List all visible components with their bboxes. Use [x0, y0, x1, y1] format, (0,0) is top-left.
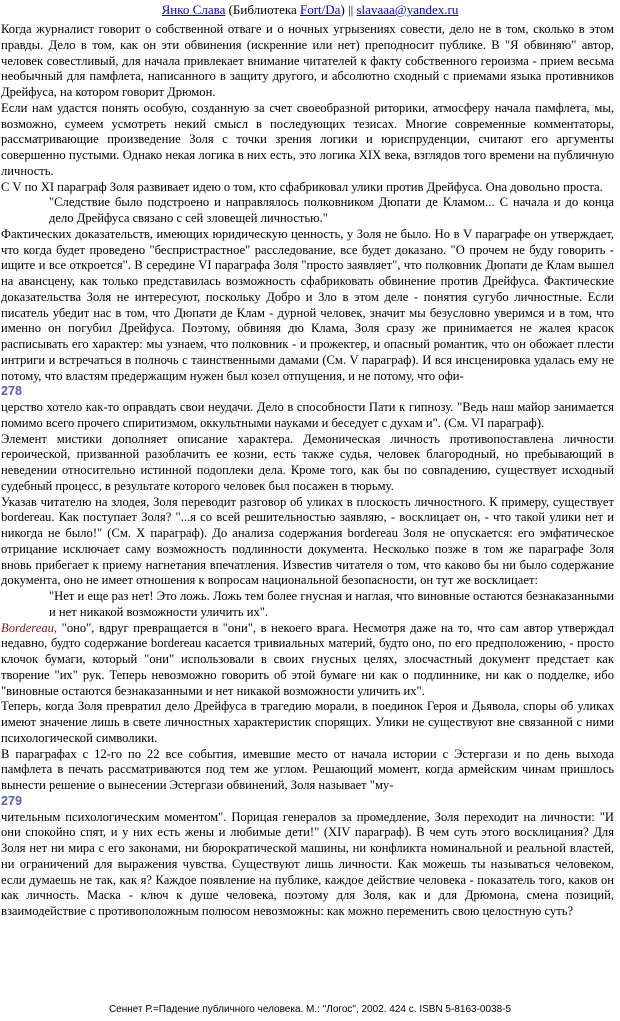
paragraph-2: Если нам удастся понять особую, созданную за счет своеобразной риторики, атмосферу начала памфлета, мы, возможно, сумеем усмотреть некий смысл в последующих тезисах. Многие современные комментаторы, рассматривающие произведение Золя с точки зрения логики и юриспруденции, считают его аргументы совершенно пустыми. Однако некая логика в них есть, это логика XIX века, взглядов того времени на публичную личность.: [1, 100, 614, 178]
author-link[interactable]: Янко Слава: [161, 2, 226, 17]
paragraph-8: [1, 621, 614, 700]
paragraph-4: Фактических доказательств, имеющих юридическую ценность, у Золя не было. Но в V параграфе он утверждает, что когда будет проведено "беспристрастное" расследование, все будет доказано. "О прочем не буду говорить - ищите и все откроется". В середине VI параграфа Золя "просто заявляет", что полковник Дюпати де Клам вышел на авансцену, как только представилась возможность сфабриковать обвинение против Дрейфуса. Фактические доказательства Золя не интересуют, поскольку Добро и Зло в этом деле - понятия сугубо личностные. Если писатель убедит нас в том, что Дюпати де Клам - дурной человек, значит мы безусловно уверимся и в том, что именно он погубил Дрейфуса. Поэтому, обвиняя дю Клама, Золя сразу же принимается не жалея красок расписывать его характер: мы узнаем, что полковник - и прожектер, и опасный романтик, что он обожает плести интриги и встречаться в полночь с таинственными дамами (См. V параграф). И вся инсценировка удалась ему не потому, что властям предержащим нужен был козел отпущения, и не потому, что офи-: [1, 226, 614, 383]
page-footer-citation: Сеннет Р.=Падение публичного человека. М.: "Логос", 2002. 424 с. ISBN 5-8163-0038-5: [108, 1004, 512, 1015]
page-number-278: 278: [1, 384, 23, 399]
quote-2: "Нет и еще раз нет! Это ложь. Ложь тем более гнусная и наглая, что виновные остаются безнаказанными и нет никакой возможности уличить их".: [49, 589, 614, 619]
paragraph-3: С V по XI параграф Золя развивает идею о том, кто сфабриковал улики против Дрейфуса. Она довольно проста.: [1, 179, 603, 194]
email-link[interactable]: slavaaa@yandex.ru: [356, 2, 459, 17]
page-number-279: 279: [1, 793, 23, 808]
paragraph-11: чительным психологическим моментом". Порицая генералов за промедление, Золя переходит на личности: "И они спокойно спят, и у них есть жены и любимые дети!" (XIV параграф). В чем суть этого восклицания? Для Золя нет ни мира с его законами, ни бюрократической машины, ни конфликта номинальной и реальной властей, ни ограничений для выражения чувства. Существуют лишь личности. Как можешь ты называться человеком, если думаешь не так, как я? Каждое появление на публике, каждое действие человека - показатель того, каков он как личность. Маска - ключ к душе человека, поэтому для Золя, как и для Дрюмона, смена позиций, взаимодействие с противоположным полюсом невозможны: как можно переменить свою целостную суть?: [1, 809, 614, 918]
paragraph-7: Указав читателю на злодея, Золя переводит разговор об уликах в плоскость личностного. К примеру, существует bordereau. Как поступает Золя? "...я со всей решительностью заявляю, - восклицает он, - что такой улики нет и никогда не было!" (См. X параграф). До анализа содержания bordereau Золя не опускается: его эмфатическое отрицание исключает саму возможность подлинности документа. Несколько позже в том же параграфе Золя вновь прибегает к приему нагнетания впечатления. Известив читателя о том, что каково бы ни было содержание документа, оно не имеет отношения к вопросам национальной безопасности, он тут же восклицает:: [1, 494, 614, 588]
library-label-close: ) ||: [340, 2, 357, 17]
paragraph-5: церство хотело как-то оправдать свои неудачи. Дело в способности Пати к гипнозу. "Ведь наш майор занимается помимо всего прочего спиритизмом, оккультными науками и беседует с духам и". (См. VI параграф).: [1, 400, 614, 430]
paragraph-6: Элемент мистики дополняет описание характера. Демоническая личность противопоставлена личности героической, призванной разоблачить ее козни, есть также судья, человек благородный, но пребывающий в неведении относительно истинной подоплеки дела. Кроме того, как бы по совпадению, существует исходный судебный процесс, в результате которого человек был посажен в тюрьму.: [1, 431, 614, 493]
page-header: [0, 2, 620, 17]
bordereau-term: Bordereau,: [1, 620, 58, 635]
document-body: [1, 22, 614, 920]
quote-1: "Следствие было подстроено и направлялось полковником Дюпати де Кламом... С начала и до конца дело Дрейфуса связано с сей зловещей личностью.": [49, 195, 614, 225]
paragraph-9: Теперь, когда Золя превратил дело Дрейфуса в трагедию морали, в поединок Героя и Дьявола, споры об уликах имеют значение лишь в свете личностных характеристик спорящих. Улики не существуют вне связанной с ними психологической символики.: [1, 699, 614, 745]
library-label-open: (Библиотека: [225, 2, 300, 17]
fortda-link[interactable]: Fort/Da: [300, 2, 341, 17]
paragraph-1: Когда журналист говорит о собственной отваге и о ночных угрызениях совести, дело не в том, сколько в этом правды. Дело в том, как он эти обвинения (искренние или нет) преподносит публике. В "Я обвиняю" автор, человек совестливый, для начала привлекает внимание читателей к факту собственного героизма - прием весьма необычный для памфлета, написанного в защиту другого, и абсолютно сходный с приемами языка противников Дрейфуса, на котором говорит Дрюмон.: [1, 22, 614, 99]
paragraph-8-text: "оно", вдруг превращается в "они", в некоего врага. Несмотря даже на то, что сам автор утверждал недавно, будто содержание bordereau касается тривиальных материй, будто оно, по его предположению, - просто клочок бумаги, который "они" использовали в своих гнусных целях, злосчастный документ предстает как творение "их" рук. Теперь невозможно говорить об этой бумаге ни как о подлиннике, ни как о подделке, ибо "виновные остаются безнаказанными и нет никакой возможности уличить их".: [1, 620, 614, 698]
paragraph-10: В параграфах с 12-го по 22 все события, имевшие место от начала истории с Эстергази и по день выхода памфлета в печать рассматриваются под тем же углом. Решающий момент, когда армейским чинам пришлось вынести решение о вынесении Эстергази обвинений, Золя называет "му-: [1, 746, 614, 792]
